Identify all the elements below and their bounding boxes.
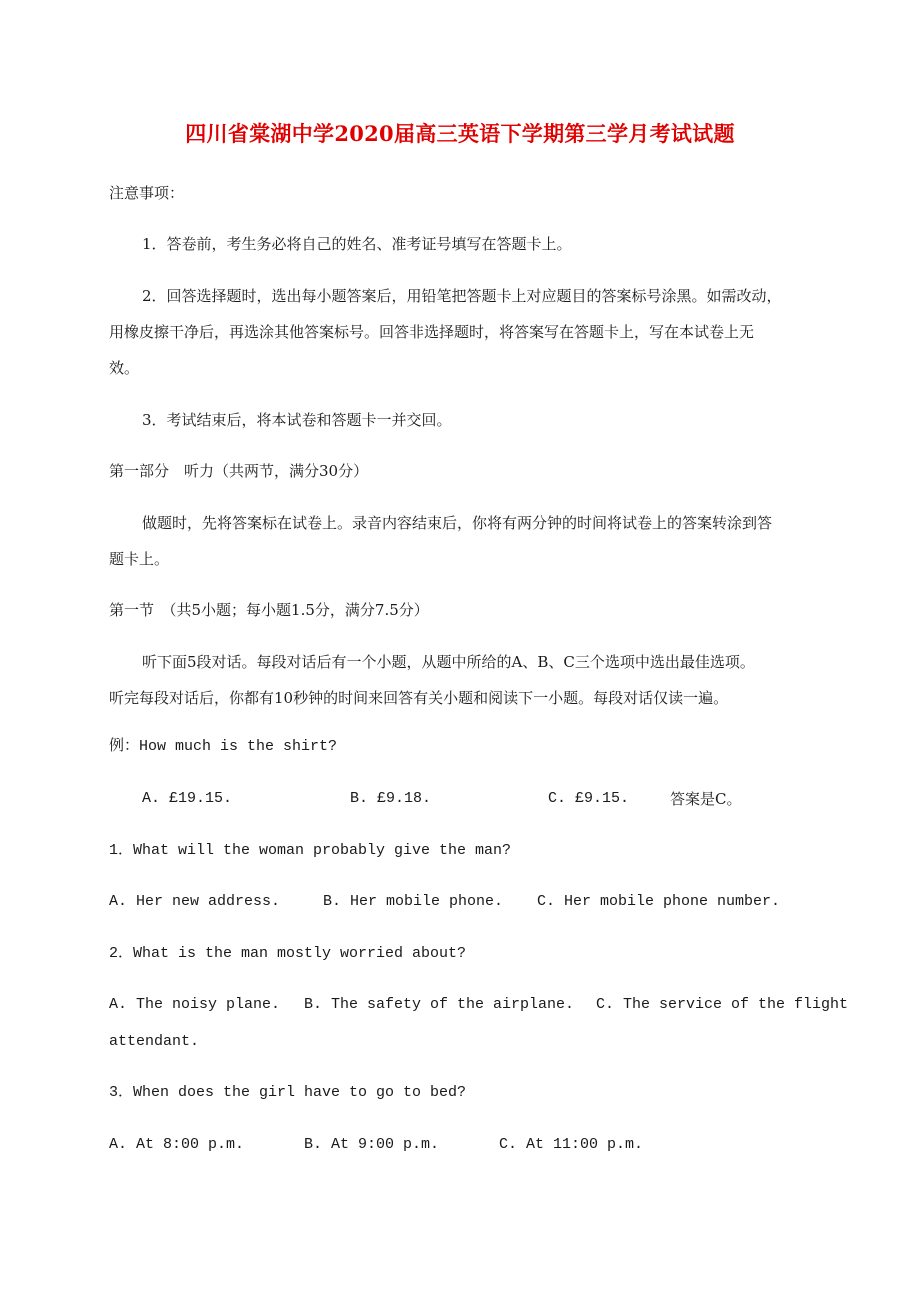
page-title: 四川省棠湖中学2020届高三英语下学期第三学月考试试题 xyxy=(185,121,735,146)
question-3-option-c: C. At 11:00 p.m. xyxy=(499,1136,644,1153)
section1-heading: 第一节 （共5小题；每小题1.5分，满分7.5分） xyxy=(109,601,429,619)
question-3-option-b: B. At 9:00 p.m. xyxy=(304,1136,440,1153)
example-option-b: B. £9.18. xyxy=(350,790,432,807)
part1-heading: 第一部分 听力（共两节，满分30分） xyxy=(109,462,369,480)
notice-item-2-line-2: 用橡皮擦干净后，再选涂其他答案标号。回答非选择题时，将答案写在答题卡上，写在本试卷上无 xyxy=(109,323,755,341)
question-2-option-b: B. The safety of the airplane. xyxy=(304,996,575,1013)
example-question: 例：How much is the shirt? xyxy=(109,738,338,755)
question-1-stem: 1．What will the woman probably give the man? xyxy=(109,842,512,859)
question-2-stem: 2．What is the man mostly worried about? xyxy=(109,945,467,962)
part1-instruction-line-2: 题卡上。 xyxy=(109,550,170,568)
question-1-option-a: A. Her new address. xyxy=(109,893,281,910)
notice-item-2-line-1: 2．回答选择题时，选出每小题答案后，用铅笔把答题卡上对应题目的答案标号涂黑。如需改动， xyxy=(142,287,782,305)
part1-instruction-line-1: 做题时，先将答案标在试卷上。录音内容结束后，你将有两分钟的时间将试卷上的答案转涂到答 xyxy=(142,514,773,532)
question-2-option-a: A. The noisy plane. xyxy=(109,996,281,1013)
question-2-option-c: C. The service of the flight xyxy=(596,996,849,1013)
notice-heading: 注意事项： xyxy=(109,184,185,202)
notice-item-2-line-3: 效。 xyxy=(109,359,140,377)
question-3-stem: 3．When does the girl have to go to bed? xyxy=(109,1084,467,1101)
section1-instruction-line-1: 听下面5段对话。每段对话后有一个小题，从题中所给的A、B、C三个选项中选出最佳选项。 xyxy=(142,653,755,671)
notice-item-1: 1．答卷前，考生务必将自己的姓名、准考证号填写在答题卡上。 xyxy=(142,235,572,253)
example-answer: 答案是C。 xyxy=(670,790,742,808)
notice-item-3: 3．考试结束后，将本试卷和答题卡一并交回。 xyxy=(142,411,452,429)
example-option-c: C. £9.15. xyxy=(548,790,630,807)
question-1-option-b: B. Her mobile phone. xyxy=(323,893,504,910)
example-option-a: A. £19.15. xyxy=(142,790,233,807)
question-2-option-c-continued: attendant. xyxy=(109,1033,200,1050)
question-3-option-a: A. At 8:00 p.m. xyxy=(109,1136,245,1153)
question-1-option-c: C. Her mobile phone number. xyxy=(537,893,781,910)
section1-instruction-line-2: 听完每段对话后，你都有10秒钟的时间来回答有关小题和阅读下一小题。每段对话仅读一遍。 xyxy=(109,689,729,707)
